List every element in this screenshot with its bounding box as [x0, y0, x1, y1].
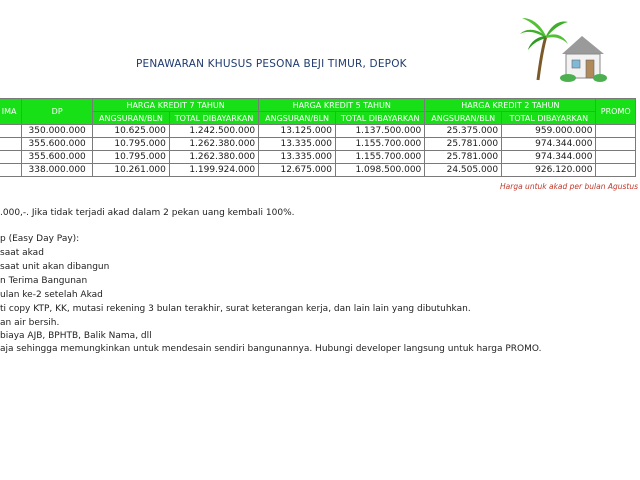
header-kredit-5: HARGA KREDIT 5 TAHUN	[259, 99, 425, 112]
terms-line: saat unit akan dibangun	[0, 262, 110, 272]
cell-total-7: 1.242.500.000	[169, 125, 258, 138]
header-kredit-7: HARGA KREDIT 7 TAHUN	[93, 99, 259, 112]
cell-angsuran-7: 10.261.000	[93, 164, 170, 177]
price-note: Harga untuk akad per bulan Agustus	[500, 182, 638, 191]
terms-line: .000,-. Jika tidak terjadi akad dalam 2 pekan uang kembali 100%.	[0, 208, 295, 218]
cell-angsuran-7: 10.625.000	[93, 125, 170, 138]
table-row	[0, 151, 636, 164]
subheader-angsuran-7: ANGSURAN/BLN	[93, 112, 170, 125]
page-title: PENAWARAN KHUSUS PESONA BEJI TIMUR, DEPOK	[136, 58, 407, 70]
cell-angsuran-7: 10.795.000	[93, 138, 170, 151]
table-row	[0, 138, 636, 151]
subheader-total-5: TOTAL DIBAYARKAN	[336, 112, 425, 125]
cell-total-5: 1.137.500.000	[336, 125, 425, 138]
header-kredit-2: HARGA KREDIT 2 TAHUN	[425, 99, 596, 112]
terms-line: ulan ke-2 setelah Akad	[0, 290, 103, 300]
table-subheader-row	[0, 112, 636, 125]
cell-angsuran-2: 25.781.000	[425, 138, 502, 151]
terms-line: saat akad	[0, 248, 44, 258]
terms-line: an air bersih.	[0, 318, 60, 328]
cell-angsuran-5: 13.335.000	[259, 138, 336, 151]
cell-promo	[596, 151, 636, 164]
subheader-total-7: TOTAL DIBAYARKAN	[169, 112, 258, 125]
cell-dp: 355.600.000	[22, 151, 93, 164]
cell-total-2: 974.344.000	[502, 138, 596, 151]
cell-total-2: 926.120.000	[502, 164, 596, 177]
cell-total-5: 1.155.700.000	[336, 151, 425, 164]
cell-left	[0, 164, 22, 177]
cell-angsuran-2: 25.375.000	[425, 125, 502, 138]
cell-total-7: 1.262.380.000	[169, 151, 258, 164]
cell-angsuran-2: 24.505.000	[425, 164, 502, 177]
header-left: IMA	[0, 99, 22, 125]
cell-total-5: 1.098.500.000	[336, 164, 425, 177]
cell-dp: 350.000.000	[22, 125, 93, 138]
subheader-angsuran-5: ANGSURAN/BLN	[259, 112, 336, 125]
house-palm-logo	[516, 14, 608, 84]
header-dp: DP	[22, 99, 93, 125]
price-table	[0, 98, 636, 177]
cell-total-2: 974.344.000	[502, 151, 596, 164]
cell-dp: 355.600.000	[22, 138, 93, 151]
table-row	[0, 125, 636, 138]
cell-total-2: 959.000.000	[502, 125, 596, 138]
cell-left	[0, 125, 22, 138]
cell-dp: 338.000.000	[22, 164, 93, 177]
subheader-total-2: TOTAL DIBAYARKAN	[502, 112, 596, 125]
cell-promo	[596, 125, 636, 138]
table-header-row	[0, 99, 636, 112]
terms-line: p (Easy Day Pay):	[0, 234, 80, 244]
subheader-angsuran-2: ANGSURAN/BLN	[425, 112, 502, 125]
cell-angsuran-2: 25.781.000	[425, 151, 502, 164]
terms-line: biaya AJB, BPHTB, Balik Nama, dll	[0, 331, 152, 341]
cell-angsuran-5: 13.125.000	[259, 125, 336, 138]
cell-left	[0, 151, 22, 164]
cell-angsuran-5: 13.335.000	[259, 151, 336, 164]
cell-angsuran-5: 12.675.000	[259, 164, 336, 177]
header-promo: PROMO	[596, 99, 636, 125]
terms-line: ti copy KTP, KK, mutasi rekening 3 bulan terakhir, surat keterangan kerja, dan lain lain yang dibutuhkan.	[0, 304, 471, 314]
cell-promo	[596, 138, 636, 151]
cell-total-7: 1.199.924.000	[169, 164, 258, 177]
cell-angsuran-7: 10.795.000	[93, 151, 170, 164]
cell-total-5: 1.155.700.000	[336, 138, 425, 151]
terms-line: n Terima Bangunan	[0, 276, 88, 286]
terms-line: aja sehingga memungkinkan untuk mendesain sendiri bangunannya. Hubungi developer langsung untuk harga PROMO.	[0, 344, 542, 354]
cell-total-7: 1.262.380.000	[169, 138, 258, 151]
cell-left	[0, 138, 22, 151]
table-row	[0, 164, 636, 177]
cell-promo	[596, 164, 636, 177]
